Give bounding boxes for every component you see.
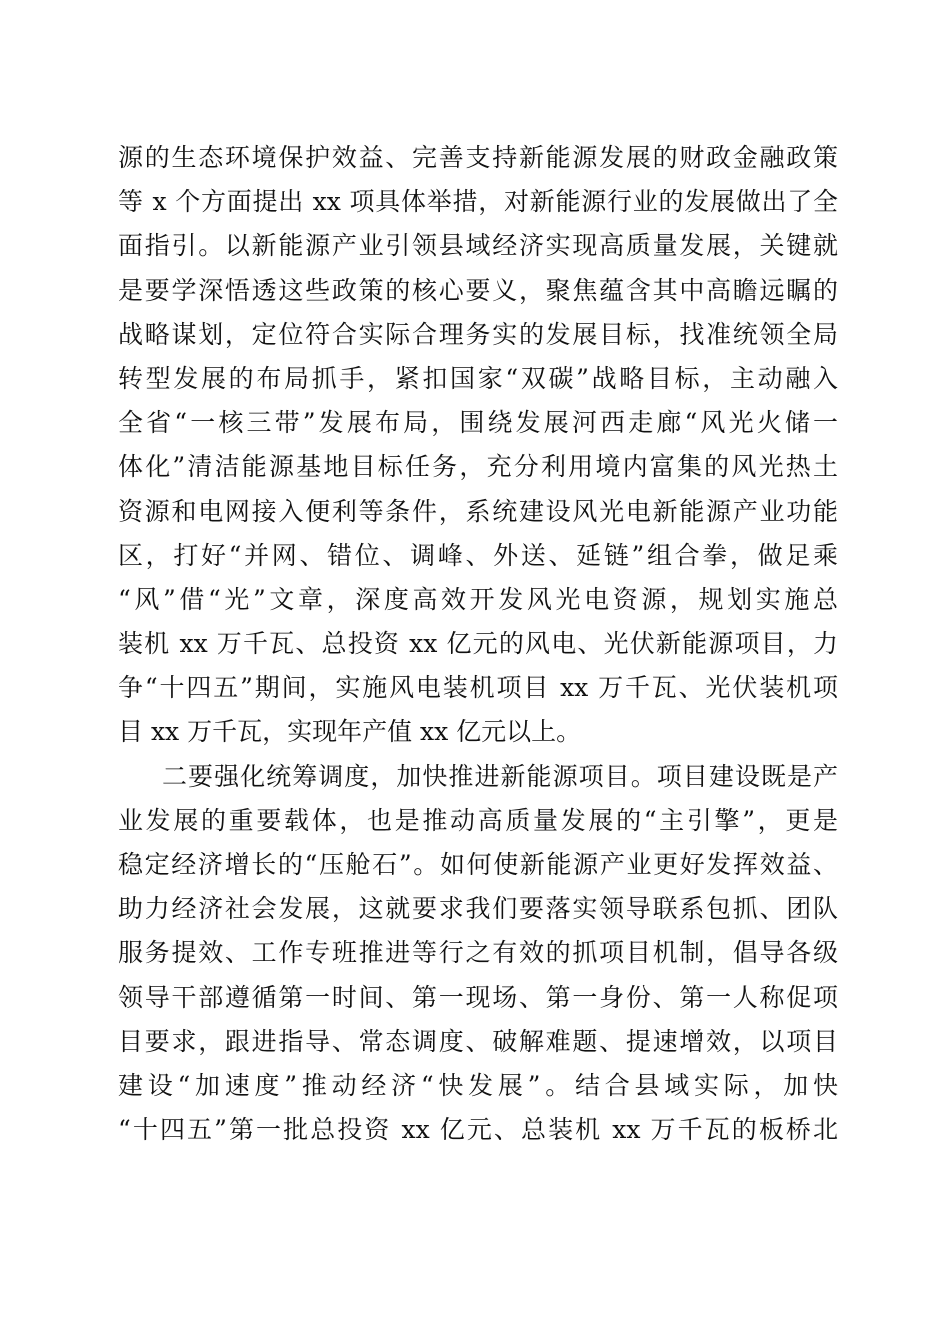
paragraph-1: [118, 136, 838, 755]
text-line: 资源和电网接入便利等条件，系统建设风光电新能源产业功能: [118, 496, 838, 526]
text-line: 战略谋划，定位符合实际合理务实的发展目标，找准统领全局: [118, 319, 838, 349]
text-line: 全省“一核三带”发展布局，围绕发展河西走廊“风光火储一: [118, 408, 838, 438]
text-line: 稳定经济增长的“压舱石”。如何使新能源产业更好发挥效益、: [118, 850, 838, 879]
text-line: “风”借“光”文章，深度高效开发风光电资源，规划实施总: [118, 584, 838, 614]
text-line: 面指引。以新能源产业引领县域经济实现高质量发展，关键就: [118, 231, 838, 261]
text-line: 转型发展的布局抓手，紧扣国家“双碳”战略目标，主动融入: [118, 363, 838, 393]
text-line: 服务提效、工作专班推进等行之有效的抓项目机制，倡导各级: [118, 938, 838, 968]
paragraph-2: [118, 755, 838, 1153]
text-line: 目 xx 万千瓦，实现年产值 xx 亿元以上。: [118, 717, 582, 747]
text-line: 领导干部遵循第一时间、第一现场、第一身份、第一人称促项: [118, 982, 838, 1012]
text-line: 目要求，跟进指导、常态调度、破解难题、提速增效，以项目: [118, 1026, 838, 1056]
text-line: 体化”清洁能源基地目标任务，充分利用境内富集的风光热土: [118, 452, 838, 482]
text-line: 争“十四五”期间，实施风电装机项目 xx 万千瓦、光伏装机项: [118, 673, 838, 703]
text-line: 源的生态环境保护效益、完善支持新能源发展的财政金融政策: [118, 143, 838, 172]
text-line: 建设“加速度”推动经济“快发展”。结合县域实际，加快: [118, 1070, 838, 1100]
document-body: [118, 136, 838, 1152]
text-line: 区，打好“并网、错位、调峰、外送、延链”组合拳，做足乘: [118, 540, 838, 570]
text-line: 装机 xx 万千瓦、总投资 xx 亿元的风电、光伏新能源项目，力: [118, 629, 838, 659]
text-line: 等 x 个方面提出 xx 项具体举措，对新能源行业的发展做出了全: [118, 187, 838, 217]
text-line: 助力经济社会发展，这就要求我们要落实领导联系包抓、团队: [118, 894, 838, 924]
text-line: 二要强化统筹调度，加快推进新能源项目。项目建设既是产: [162, 761, 838, 791]
text-line: “十四五”第一批总投资 xx 亿元、总装机 xx 万千瓦的板桥北: [118, 1115, 838, 1145]
text-line: 是要学深悟透这些政策的核心要义，聚焦蕴含其中高瞻远瞩的: [118, 275, 838, 305]
text-line: 业发展的重要载体，也是推动高质量发展的“主引擎”，更是: [118, 805, 838, 835]
